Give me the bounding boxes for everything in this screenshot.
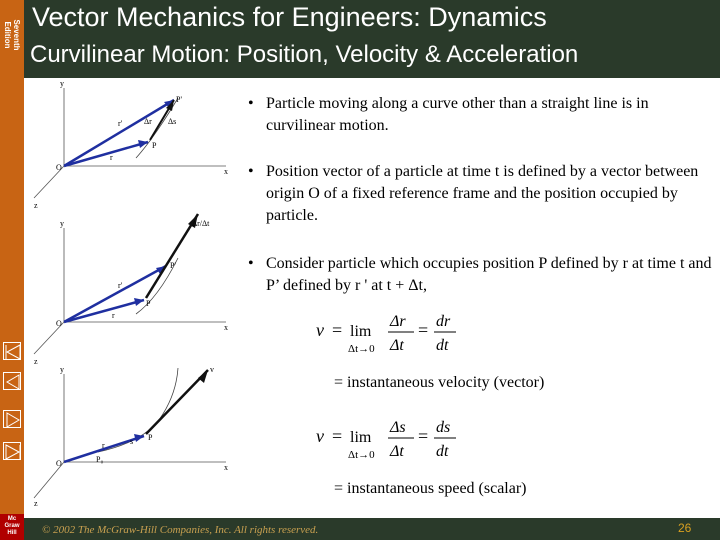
diagram-position-vectors	[34, 79, 228, 210]
svg-text:Δt: Δt	[390, 443, 404, 460]
slide-title: Vector Mechanics for Engineers: Dynamics	[32, 2, 547, 32]
svg-text:P₀: P₀	[96, 455, 104, 464]
svg-text:r: r	[112, 311, 115, 320]
last-slide-icon	[4, 443, 22, 461]
svg-text:r: r	[102, 441, 105, 450]
svg-text:=: =	[418, 426, 429, 446]
z-axis-label: z	[34, 201, 38, 210]
next-slide-button[interactable]	[3, 410, 21, 428]
next-slide-icon	[4, 411, 22, 429]
svg-text:v: v	[210, 365, 214, 374]
edition-label: Seventh Edition	[3, 19, 21, 51]
svg-text:Δr: Δr	[144, 117, 152, 126]
svg-text:=: =	[418, 320, 429, 340]
bullet-text: Consider particle which occupies position P defined by r at time t and P’ defined by r ' at t + Δt,	[266, 255, 712, 294]
slide-subtitle: Curvilinear Motion: Position, Velocity & Acceleration	[30, 41, 579, 68]
svg-text:P: P	[146, 299, 151, 308]
svg-text:r': r'	[118, 119, 123, 128]
diagram-average-velocity	[34, 214, 228, 366]
x-axis-label: x	[224, 167, 228, 176]
svg-text:dr: dr	[436, 313, 451, 330]
svg-text:dt: dt	[436, 443, 449, 460]
svg-text:s: s	[130, 437, 134, 446]
svg-text:x: x	[224, 323, 228, 332]
bullet-text: Position vector of a particle at time t is defined by a vector between origin O of a fixed reference frame and the position occupied by particle.	[266, 163, 699, 224]
diagram-instantaneous-velocity	[34, 365, 228, 508]
y-axis-label: y	[60, 79, 64, 88]
page-number: 26	[678, 521, 692, 535]
velocity-caption: = instantaneous velocity (vector)	[334, 374, 545, 391]
svg-text:v: v	[316, 320, 324, 340]
svg-text:Δs: Δs	[168, 117, 177, 126]
velocity-equation	[314, 308, 464, 358]
svg-text:x: x	[224, 463, 228, 472]
svg-text:r': r'	[118, 281, 123, 290]
svg-text:lim: lim	[350, 429, 372, 446]
svg-text:Δt→0: Δt→0	[348, 449, 375, 461]
svg-text:P': P'	[176, 95, 182, 104]
first-slide-icon	[4, 343, 22, 361]
origin-label: O	[56, 163, 62, 172]
speed-equation	[314, 412, 464, 464]
copyright-text: © 2002 The McGraw-Hill Companies, Inc. All rights reserved.	[42, 524, 319, 536]
svg-text:P: P	[148, 433, 153, 442]
svg-text:O: O	[56, 319, 62, 328]
svg-text:ds: ds	[436, 419, 451, 436]
svg-text:=: =	[332, 320, 343, 340]
svg-text:z: z	[34, 357, 38, 366]
previous-slide-icon	[4, 373, 22, 391]
svg-text:P: P	[152, 141, 157, 150]
curvilinear-motion-figures	[26, 78, 246, 516]
svg-text:r: r	[110, 153, 113, 162]
svg-text:dt: dt	[436, 337, 449, 354]
first-slide-button[interactable]	[3, 342, 21, 360]
bullet-text: Particle moving along a curve other than a straight line is in curvilinear motion.	[266, 95, 649, 134]
svg-text:Δt: Δt	[390, 337, 404, 354]
svg-text:y: y	[60, 219, 64, 228]
mcgraw-hill-logo: Mc Graw Hill	[0, 514, 24, 540]
svg-text:z: z	[34, 499, 38, 508]
svg-text:lim: lim	[350, 323, 372, 340]
last-slide-button[interactable]	[3, 442, 21, 460]
svg-text:=: =	[332, 426, 343, 446]
svg-text:Δs: Δs	[390, 419, 406, 436]
svg-text:y: y	[60, 365, 64, 374]
svg-text:Δr/Δt: Δr/Δt	[192, 219, 210, 228]
svg-text:Δt→0: Δt→0	[348, 343, 375, 355]
speed-caption: = instantaneous speed (scalar)	[334, 480, 527, 497]
svg-text:O: O	[56, 459, 62, 468]
svg-text:Δr: Δr	[390, 313, 406, 330]
previous-slide-button[interactable]	[3, 372, 21, 390]
svg-text:P': P'	[170, 261, 176, 270]
svg-text:v: v	[316, 426, 324, 446]
